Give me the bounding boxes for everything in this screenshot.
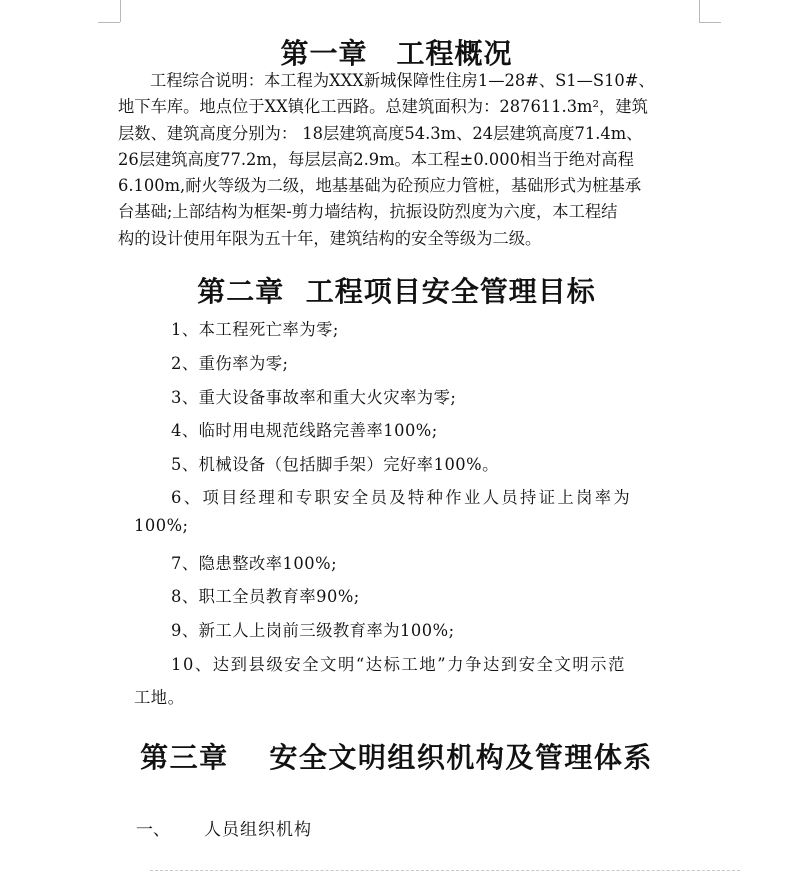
goal-item: 9、新工人上岗前三级教育率为100%; [171,621,455,640]
chapter-2-title: 第二章 工程项目安全管理目标 [197,275,596,308]
chapter-1-paragraph [118,68,703,252]
paragraph-line: 6.100m,耐火等级为二级，地基基础为砼预应力管桩，基础形式为桩基承 [118,176,642,196]
goal-item-continuation: 100%; [134,516,189,535]
paragraph-line: 台基础;上部结构为框架-剪力墙结构，抗振设防烈度为六度，本工程结 [118,202,618,222]
goal-item: 5、机械设备（包括脚手架）完好率100%。 [171,455,499,474]
crop-mark-top-left [98,22,120,23]
paragraph-line: 层数、建筑高度分别为： 18层建筑高度54.3m、24层建筑高度71.4m、 [118,123,643,143]
page-bottom-guide [150,870,740,871]
goal-item: 1、本工程死亡率为零; [171,320,339,339]
goal-item: 10、达到县级安全文明“达标工地”力争达到安全文明示范 [171,655,627,674]
crop-mark-top-right [699,0,700,22]
paragraph-line: 构的设计使用年限为五十年，建筑结构的安全等级为二级。 [118,228,542,248]
goal-item-continuation: 工地。 [134,688,185,707]
chapter-1-title: 第一章 工程概况 [280,37,513,70]
paragraph-line: 地下车库。地点位于XX镇化工西路。总建筑面积为：287611.3m²，建筑 [118,97,648,117]
goal-item: 6、项目经理和专职安全员及特种作业人员持证上岗率为 [171,488,633,507]
goal-item: 4、临时用电规范线路完善率100%; [171,421,438,440]
section-number: 一、 [136,820,170,840]
goal-item: 8、职工全员教育率90%; [171,587,360,606]
goal-item: 7、隐患整改率100%; [171,554,338,573]
paragraph-line: 26层建筑高度77.2m，每层层高2.9m。本工程±0.000相当于绝对高程 [118,149,634,169]
crop-mark-top-left [120,0,121,22]
section-title: 人员组织机构 [204,820,312,840]
paragraph-line: 工程综合说明：本工程为XXX新城保障性住房1—28#、S1—S10#、 [150,71,655,90]
goal-item: 2、重伤率为零; [171,354,289,373]
goal-item: 3、重大设备事故率和重大火灾率为零; [171,388,457,407]
crop-mark-top-right [699,22,721,23]
chapter-3-title: 第三章 安全文明组织机构及管理体系 [140,741,653,774]
